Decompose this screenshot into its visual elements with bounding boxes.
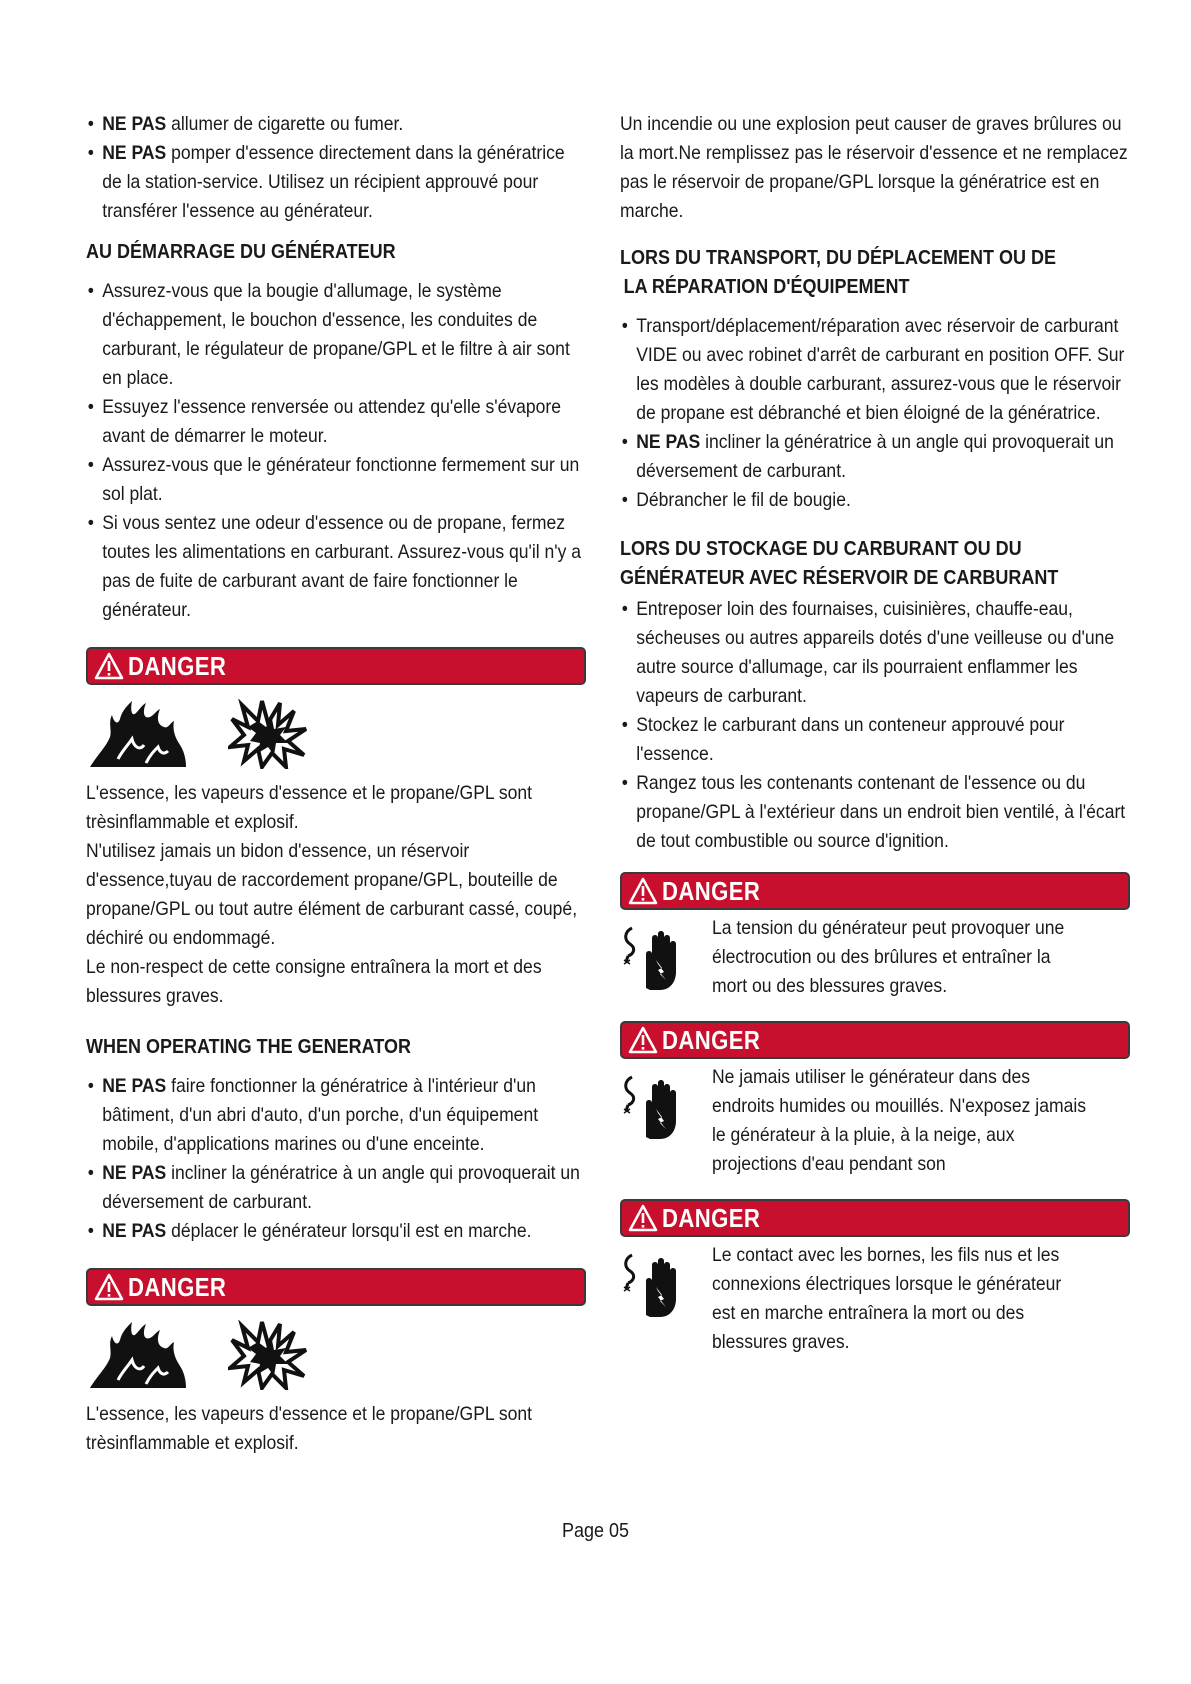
danger-text: L'essence, les vapeurs d'essence et le propane/GPL sont trèsinflammable et explosif.	[86, 1403, 533, 1454]
list-item: • Stockez le carburant dans un conteneur approuvé pour l'essence.	[620, 711, 1129, 769]
section-heading-start: AU DÉMARRAGE DU GÉNÉRATEUR	[86, 241, 396, 263]
list-item: • Si vous sentez une odeur d'essence ou de propane, fermez toutes les alimentations en carburant. Assurez-vous qu'il n'y a pas de fuite de carburant avant de faire fonctionner le générateur.	[86, 509, 586, 625]
danger-label: DANGER	[662, 875, 761, 906]
danger-text: Ne jamais utiliser le générateur dans des endroits humides ou mouillés. N'exposez jamais le générateur à la pluie, à la neige, aux projections d'eau pendant son	[712, 1066, 1087, 1175]
danger-banner	[620, 1021, 1130, 1059]
list-item: • NE PAS faire fonctionner la génératrice à l'intérieur d'un bâtiment, d'un abri d'auto, d'un porche, d'un équipement mobile, d'applications marines ou d'une enceinte.	[86, 1072, 586, 1159]
section-heading-storage: LORS DU STOCKAGE DU CARBURANT OU DU GÉNÉRATEUR AVEC RÉSERVOIR DE CARBURANT	[620, 538, 1059, 589]
danger-banner	[86, 1268, 586, 1306]
list-item: • Assurez-vous que le générateur fonctionne fermement sur un sol plat.	[86, 451, 586, 509]
danger-content	[620, 1063, 1130, 1179]
left-column	[86, 110, 586, 1458]
warning-triangle-icon	[628, 1204, 658, 1232]
danger-label: DANGER	[128, 650, 227, 681]
list-item: • NE PAS incliner la génératrice à un angle qui provoquerait un déversement de carburant.	[620, 428, 1129, 486]
transport-list	[620, 312, 1129, 515]
list-item: • Essuyez l'essence renversée ou attendez qu'elle s'évapore avant de démarrer le moteur.	[86, 393, 586, 451]
list-item: • Débrancher le fil de bougie.	[620, 486, 1129, 515]
danger-label: DANGER	[662, 1024, 761, 1055]
intro-paragraph: Un incendie ou une explosion peut causer de graves brûlures ou la mort.Ne remplissez pas le réservoir d'essence et ne remplacez pas le réservoir de propane/GPL lorsque la génératrice est en marche.	[620, 113, 1128, 222]
section-heading-operating: WHEN OPERATING THE GENERATOR	[86, 1036, 412, 1058]
flame-icon	[88, 1320, 188, 1390]
list-item: • NE PAS pomper d'essence directement dans la génératrice de la station-service. Utilisez un récipient approuvé pour transférer l'essence au générateur.	[86, 139, 586, 226]
section-heading-transport: LORS DU TRANSPORT, DU DÉPLACEMENT OU DE LA RÉPARATION D'ÉQUIPEMENT	[620, 247, 1057, 298]
flame-icon	[88, 699, 188, 769]
danger-label: DANGER	[662, 1202, 761, 1233]
list-item: • Entreposer loin des fournaises, cuisinières, chauffe-eau, sécheuses ou autres appareils dotés d'une veilleuse ou d'une autre source d'allumage, car ils pourraient enflammer les vapeurs de carburant.	[620, 595, 1129, 711]
list-item: • NE PAS allumer de cigarette ou fumer.	[86, 110, 586, 139]
list-item: • NE PAS déplacer le générateur lorsqu'il est en marche.	[86, 1217, 586, 1246]
danger-banner	[620, 872, 1130, 910]
right-column	[620, 110, 1130, 1357]
hazard-pictograms	[86, 1306, 586, 1400]
danger-banner	[86, 647, 586, 685]
explosion-icon	[228, 699, 308, 769]
danger-text: La tension du générateur peut provoquer une électrocution ou des brûlures et entraîner la mort ou des blessures graves.	[712, 917, 1065, 997]
danger-content	[620, 914, 1130, 1001]
danger-banner	[620, 1199, 1130, 1237]
warning-triangle-icon	[94, 1273, 124, 1301]
danger-label: DANGER	[128, 1271, 227, 1302]
warning-triangle-icon	[94, 652, 124, 680]
danger-content	[620, 1241, 1130, 1357]
intro-list	[86, 110, 586, 226]
start-list	[86, 277, 586, 625]
danger-text: L'essence, les vapeurs d'essence et le propane/GPL sont trèsinflammable et explosif. N'utilisez jamais un bidon d'essence, un réservoir d'essence,tuyau de raccordement propane/GPL, bouteille de propane/GPL ou tout autre élément de carburant cassé, coupé, déchiré ou endommagé. Le non-respect de cette consigne entraînera la mort et des blessures graves.	[86, 782, 578, 1007]
explosion-icon	[228, 1320, 308, 1390]
electric-shock-hand-icon	[620, 1073, 692, 1143]
operating-list	[86, 1072, 586, 1246]
list-item: • Rangez tous les contenants contenant de l'essence ou du propane/GPL à l'extérieur dans un endroit bien ventilé, à l'écart de tout combustible ou source d'ignition.	[620, 769, 1129, 856]
electric-shock-hand-icon	[620, 924, 692, 994]
list-item: • NE PAS incliner la génératrice à un angle qui provoquerait un déversement de carburant.	[86, 1159, 586, 1217]
page-number: Page 05	[561, 1520, 630, 1542]
danger-text: Le contact avec les bornes, les fils nus et les connexions électriques lorsque le générateur est en marche entraînera la mort ou des blessures graves.	[712, 1244, 1062, 1353]
list-item: • Assurez-vous que la bougie d'allumage, le système d'échappement, le bouchon d'essence, les conduites de carburant, le régulateur de propane/GPL et le filtre à air sont en place.	[86, 277, 586, 393]
warning-triangle-icon	[628, 1026, 658, 1054]
list-item: • Transport/déplacement/réparation avec réservoir de carburant VIDE ou avec robinet d'arrêt de carburant en position OFF. Sur les modèles à double carburant, assurez-vous que le réservoir de propane est débranché et bien éloigné de la génératrice.	[620, 312, 1129, 428]
hazard-pictograms	[86, 685, 586, 779]
warning-triangle-icon	[628, 877, 658, 905]
electric-shock-hand-icon	[620, 1251, 692, 1321]
storage-list	[620, 595, 1129, 856]
